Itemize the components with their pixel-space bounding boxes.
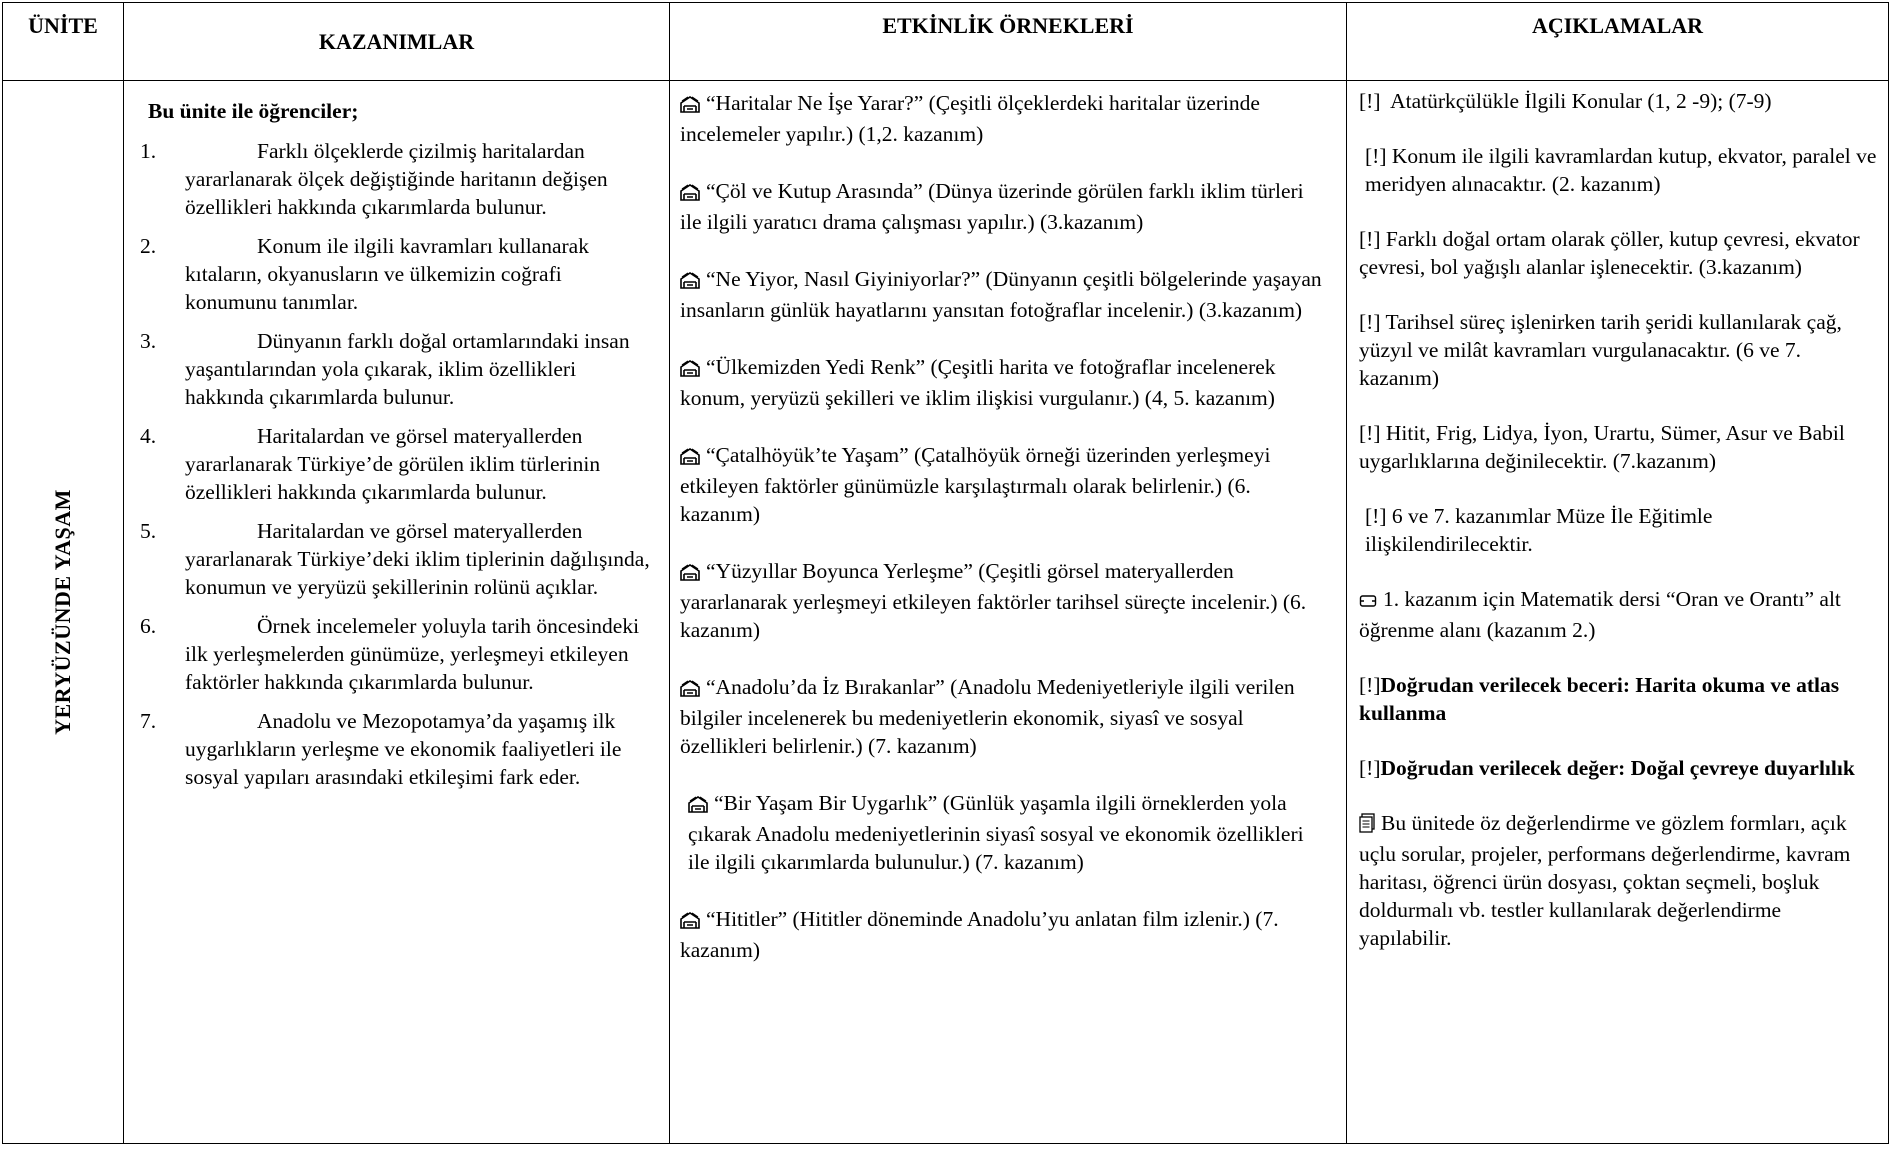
etkinlik-text: “Haritalar Ne İşe Yarar?” (Çeşitli ölçeklerdeki haritalar üzerinde incelemeler yapılır.) (1,2. kazanım) <box>680 91 1260 146</box>
activity-icon <box>680 92 700 120</box>
header-kazanimlar: KAZANIMLAR <box>124 3 670 81</box>
kazanim-text: Dünyanın farklı doğal ortamlarındaki insan yaşantılarından yola çıkarak, iklim özellikleri hakkında çıkarımlarda bulunur. <box>185 329 630 409</box>
etkinlik-text: “Bir Yaşam Bir Uygarlık” (Günlük yaşamla ilgili örneklerden yola çıkarak Anadolu medeniyetlerinin siyasî sosyal ve ekonomik özellikleri ile ilgili çıkarımlarda bulunulur.) (7. kazanım) <box>688 791 1304 874</box>
kazanimlar-intro: Bu ünite ile öğrenciler; <box>148 99 359 123</box>
aciklama-item <box>1359 225 1878 281</box>
aciklama-text: Doğrudan verilecek değer: Doğal çevreye duyarlılık <box>1380 756 1855 780</box>
etkinlik-item <box>680 905 1328 964</box>
kazanim-text: Haritalardan ve görsel materyallerden yararlanarak Türkiye’de görülen iklim türlerinin özellikleri hakkında çıkarımlarda bulunur. <box>185 424 601 504</box>
aciklama-item <box>1359 809 1878 952</box>
kazanim-number: 6. <box>140 614 157 638</box>
warning-mark: [!] <box>1365 504 1387 528</box>
aciklama-item <box>1359 502 1878 558</box>
kazanim-text: Anadolu ve Mezopotamya’da yaşamış ilk uygarlıkların yerleşme ve ekonomik faaliyetleri ile sosyal yapıları arasındaki etkileşimi fark eder. <box>185 709 622 789</box>
header-aciklamalar: AÇIKLAMALAR <box>1347 3 1889 81</box>
kazanim-item <box>138 517 657 601</box>
aciklama-item <box>1359 754 1878 782</box>
kazanim-number: 4. <box>140 424 157 448</box>
aciklama-text: Atatürkçülükle İlgili Konular (1, 2 -9); (7-9) <box>1390 89 1772 113</box>
activity-icon <box>680 676 700 704</box>
activity-icon <box>680 444 700 472</box>
etkinlik-text: “Ülkemizden Yedi Renk” (Çeşitli harita ve fotoğraflar incelenerek konum, yeryüzü şekilleri ve iklim ilişkisi vurgulanır.) (4, 5. kazanım) <box>680 355 1276 410</box>
etkinlik-text: “Ne Yiyor, Nasıl Giyiniyorlar?” (Dünyanın çeşitli bölgelerinde yaşayan insanların günlük hayatlarını yansıtan fotoğraflar incelenir.) (3.kazanım) <box>680 267 1322 322</box>
etkinlik-item <box>680 89 1328 148</box>
header-row <box>3 3 1889 81</box>
aciklama-item <box>1359 87 1878 115</box>
aciklama-item <box>1359 419 1878 475</box>
aciklama-text: Tarihsel süreç işlenirken tarih şeridi kullanılarak çağ, yüzyıl ve milât kavramları vurgulanacaktır. (6 ve 7. kazanım) <box>1359 310 1842 390</box>
etkinlik-item <box>680 557 1328 644</box>
activity-icon <box>680 356 700 384</box>
kazanim-number: 5. <box>140 519 157 543</box>
aciklama-text: Doğrudan verilecek beceri: Harita okuma ve atlas kullanma <box>1359 673 1840 725</box>
kazanim-item <box>138 137 657 221</box>
etkinlik-text: “Hititler” (Hititler döneminde Anadolu’yu anlatan film izlenir.) (7. kazanım) <box>680 907 1279 962</box>
aciklamalar-cell <box>1347 81 1889 1144</box>
kazanimlar-cell <box>124 81 670 1144</box>
etkinlik-text: “Anadolu’da İz Bırakanlar” (Anadolu Medeniyetleriyle ilgili verilen bilgiler incelenerek bu medeniyetlerin ekonomik, siyasî ve sosyal özellikleri belirlenir.) (7. kazanım) <box>680 675 1295 758</box>
etkinlik-item <box>680 441 1328 528</box>
aciklama-text: Konum ile ilgili kavramlardan kutup, ekvator, paralel ve meridyen alınacaktır. (2. kazanım) <box>1365 144 1877 196</box>
etkinlik-item <box>680 265 1328 324</box>
etkinlik-item <box>680 673 1328 760</box>
kazanim-text: Örnek incelemeler yoluyla tarih öncesindeki ilk yerleşmelerden günümüze, yerleşmeyi etkileyen faktörler hakkında çıkarımlarda bulunur. <box>185 614 640 694</box>
warning-mark: [!] <box>1359 310 1381 334</box>
kazanim-number: 1. <box>140 139 157 163</box>
content-row <box>3 81 1889 1144</box>
kazanim-item <box>138 612 657 696</box>
kazanim-item <box>138 232 657 316</box>
etkinlik-text: “Çatalhöyük’te Yaşam” (Çatalhöyük örneği üzerinden yerleşmeyi etkileyen faktörler günümüzle karşılaştırmalı olarak belirlenir.) (6. kazanım) <box>680 443 1271 526</box>
kazanim-text: Haritalardan ve görsel materyallerden yararlanarak Türkiye’deki iklim tiplerinin dağılışında, konumun ve yeryüzü şekillerinin rolünü açıklar. <box>185 519 650 599</box>
aciklama-text: 1. kazanım için Matematik dersi “Oran ve Orantı” alt öğrenme alanı (kazanım 2.) <box>1359 587 1841 642</box>
kazanim-item <box>138 707 657 791</box>
warning-mark: [!] <box>1359 673 1381 697</box>
warning-mark: [!] <box>1359 421 1381 445</box>
activity-icon <box>680 908 700 936</box>
warning-mark: [!] <box>1359 89 1381 113</box>
activity-icon <box>680 560 700 588</box>
document-icon <box>1359 812 1375 840</box>
kazanim-item <box>138 422 657 506</box>
unit-title: YERYÜZÜNDE YAŞAM <box>50 489 75 735</box>
kazanim-number: 7. <box>140 709 157 733</box>
warning-mark: [!] <box>1359 227 1381 251</box>
header-etkinlik: ETKİNLİK ÖRNEKLERİ <box>670 3 1347 81</box>
aciklama-text: Hitit, Frig, Lidya, İyon, Urartu, Sümer, Asur ve Babil uygarlıklarına değinilecektir. (7.kazanım) <box>1359 421 1845 473</box>
etkinlik-item <box>680 177 1328 236</box>
aciklama-item <box>1359 142 1878 198</box>
kazanim-item <box>138 327 657 411</box>
activity-icon <box>680 180 700 208</box>
aciklama-text: Farklı doğal ortam olarak çöller, kutup çevresi, ekvator çevresi, bol yağışlı alanlar işlenecektir. (3.kazanım) <box>1359 227 1860 279</box>
aciklama-item <box>1359 671 1878 727</box>
aciklama-item <box>1359 585 1878 644</box>
activity-icon <box>680 268 700 296</box>
aciklama-text: Bu ünitede öz değerlendirme ve gözlem formları, açık uçlu sorular, projeler, performans değerlendirme, kavram haritası, öğrenci ürün dosyası, çoktan seçmeli, boşluk doldurmalı vb. testler kullanılarak değerlendirme yapılabilir. <box>1359 811 1851 950</box>
kazanim-number: 3. <box>140 329 157 353</box>
etkinlik-cell <box>670 81 1347 1144</box>
header-unite: ÜNİTE <box>3 3 124 81</box>
link-icon <box>1359 588 1377 616</box>
aciklama-text: 6 ve 7. kazanımlar Müze İle Eğitimle ilişkilendirilecektir. <box>1365 504 1713 556</box>
warning-mark: [!] <box>1365 144 1387 168</box>
etkinlik-item <box>680 353 1328 412</box>
curriculum-table <box>2 2 1889 1144</box>
etkinlik-text: “Çöl ve Kutup Arasında” (Dünya üzerinde görülen farklı iklim türleri ile ilgili yaratıcı drama çalışması yapılır.) (3.kazanım) <box>680 179 1304 234</box>
etkinlik-item <box>680 789 1328 876</box>
warning-mark: [!] <box>1359 756 1381 780</box>
etkinlik-text: “Yüzyıllar Boyunca Yerleşme” (Çeşitli görsel materyallerden yararlanarak yerleşmeyi etkileyen faktörler tarihsel süreçte incelenir.) (6. kazanım) <box>680 559 1307 642</box>
kazanim-number: 2. <box>140 234 157 258</box>
kazanim-text: Konum ile ilgili kavramları kullanarak kıtaların, okyanusların ve ülkemizin coğrafi konumunu tanımlar. <box>185 234 589 314</box>
unit-cell <box>3 81 124 1144</box>
activity-icon <box>688 792 708 820</box>
aciklama-item <box>1359 308 1878 392</box>
kazanim-text: Farklı ölçeklerde çizilmiş haritalardan yararlanarak ölçek değiştiğinde haritanın değişen özellikleri hakkında çıkarımlarda bulunur. <box>185 139 608 219</box>
